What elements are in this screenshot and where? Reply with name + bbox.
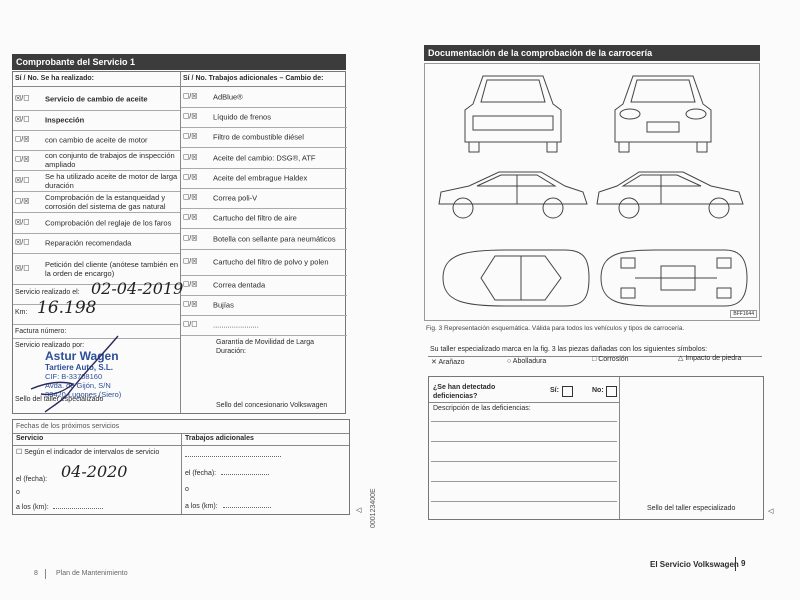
defects-line[interactable] bbox=[431, 441, 617, 442]
next-km-label: a los (km): bbox=[16, 504, 49, 511]
car-left-side-view bbox=[439, 172, 587, 218]
checkbox-pair[interactable]: ☒/☐ bbox=[15, 265, 30, 272]
figure-code: BFF1644 bbox=[730, 310, 757, 318]
list-item: ☐/☒ Comprobación de la estanqueidad y corrosión del sistema de gas natural bbox=[13, 191, 180, 213]
warranty-label: Garantía de Movilidad de Larga Duración: bbox=[216, 339, 315, 355]
legend-item-scratch: ✕ Arañazo bbox=[431, 359, 465, 366]
invoice-label: Factura número: bbox=[15, 328, 67, 335]
checkbox-pair[interactable]: ☐/☒ bbox=[15, 136, 30, 144]
car-rear-view bbox=[465, 76, 561, 152]
list-item: ☒/☐ Reparación recomendada bbox=[13, 233, 180, 254]
extra-km-label: a los (km): bbox=[185, 503, 218, 510]
checkbox-pair[interactable]: ☐/☒ bbox=[183, 301, 198, 309]
list-item: ☐/☐ ...................... bbox=[181, 315, 347, 336]
dealer-seal-label: Sello del concesionario Volkswagen bbox=[216, 402, 328, 409]
defects-line[interactable] bbox=[431, 501, 617, 502]
yes-label: Sí: bbox=[550, 387, 559, 394]
list-item: ☐/☒ Correa dentada bbox=[181, 275, 347, 296]
next-col2-header: Trabajos adicionales bbox=[185, 435, 254, 442]
interval-indicator-checkbox[interactable]: ☐ Según el indicador de intervalos de servicio bbox=[16, 449, 160, 456]
continue-arrow-right: ◁ bbox=[768, 508, 774, 515]
checkbox-pair[interactable]: ☐/☐ bbox=[183, 321, 198, 329]
vehicle-diagram-box bbox=[424, 63, 760, 321]
col1-header: Sí / No. Se ha realizado: bbox=[15, 75, 94, 82]
list-item: ☐/☒ Filtro de combustible diésel bbox=[181, 127, 347, 148]
or-label: o bbox=[16, 489, 20, 496]
left-page-title: Comprobante del Servicio 1 bbox=[12, 54, 346, 70]
legend-item-corrosion: □ Corrosión bbox=[592, 356, 629, 363]
vehicle-diagram[interactable] bbox=[425, 64, 759, 320]
next-date-label: el (fecha): bbox=[16, 476, 48, 483]
list-item: ☐/☒ Cartucho del filtro de aire bbox=[181, 208, 347, 229]
list-item: ☒/☐ Comprobación del reglaje de los faros bbox=[13, 212, 180, 234]
no-checkbox[interactable] bbox=[606, 386, 617, 397]
col2-header: Sí / No. Trabajos adicionales – Cambio de: bbox=[183, 75, 324, 82]
checkbox-pair[interactable]: ☐/☒ bbox=[183, 281, 198, 289]
checkbox-pair[interactable]: ☒/☐ bbox=[15, 95, 30, 102]
right-page-title: Documentación de la comprobación de la carrocería bbox=[424, 45, 760, 61]
checkbox-pair[interactable]: ☐/☒ bbox=[183, 93, 198, 101]
defects-description-label: Descripción de las deficiencias: bbox=[433, 405, 531, 412]
checkbox-pair[interactable]: ☐/☒ bbox=[183, 133, 198, 141]
car-top-view bbox=[443, 250, 589, 306]
list-item: ☒/☐ Servicio de cambio de aceite bbox=[13, 87, 180, 111]
checkbox-pair[interactable]: ☐/☒ bbox=[15, 198, 30, 205]
list-item: ☐/☒ Aceite del embrague Haldex bbox=[181, 168, 347, 189]
no-label: No: bbox=[592, 387, 604, 394]
checkbox-pair[interactable]: ☐/☒ bbox=[15, 156, 30, 164]
next-services-table bbox=[12, 419, 350, 515]
list-item: ☒/☐ Petición del cliente (anótese también en la orden de encargo) bbox=[13, 253, 180, 285]
next-services-title: Fechas de los próximos servicios bbox=[16, 423, 120, 430]
list-item: ☒/☐ Inspección bbox=[13, 110, 180, 131]
checkbox-pair[interactable]: ☐/☒ bbox=[183, 214, 198, 222]
list-item: ☐/☒ Botella con sellante para neumáticos bbox=[181, 228, 347, 250]
right-page-number: 9 bbox=[741, 559, 746, 568]
right-footer-title: El Servicio Volkswagen bbox=[650, 560, 739, 569]
service-date-label: Servicio realizado el: bbox=[15, 289, 80, 296]
checkbox-pair[interactable]: ☐/☒ bbox=[183, 154, 198, 161]
col1-list bbox=[13, 87, 180, 284]
figure-caption: Fig. 3 Representación esquemática. Válida para todos los vehículos y tipos de carrocería. bbox=[426, 325, 685, 332]
list-item: ☐/☒ Líquido de frenos bbox=[181, 107, 347, 128]
left-footer-title: Plan de Mantenimiento bbox=[56, 570, 128, 577]
defects-line[interactable] bbox=[431, 481, 617, 482]
car-underbody-view bbox=[601, 250, 747, 306]
list-item: ☐/☒ Cartucho del filtro de polvo y polen bbox=[181, 249, 347, 276]
km-label: Km: bbox=[15, 309, 28, 316]
legend-intro: Su taller especializado marca en la fig. 3 las piezas dañadas con los siguientes símbolos: bbox=[430, 346, 708, 353]
checkbox-pair[interactable]: ☐/☒ bbox=[183, 113, 198, 121]
list-item: ☐/☒ AdBlue® bbox=[181, 87, 347, 108]
continue-arrow-left: ◁ bbox=[356, 507, 362, 514]
performed-by-label: Servicio realizado por: bbox=[15, 342, 85, 349]
extra-or-label: o bbox=[185, 486, 189, 493]
next-date-value[interactable]: 04-2020 bbox=[61, 462, 128, 481]
workshop-stamp: Astur Wagen Tartiere Auto, S.L. CIF: B-33708160 Avda. de Gijón, S/N 33420 Lugones (Siero) bbox=[45, 349, 122, 399]
left-page-number: 8 bbox=[34, 570, 38, 577]
list-item: ☐/☒ con conjunto de trabajos de inspección ampliado bbox=[13, 150, 180, 171]
yes-checkbox[interactable] bbox=[562, 386, 573, 397]
checkbox-pair[interactable]: ☐/☒ bbox=[183, 258, 198, 266]
workshop-seal-label: Sello del taller especializado bbox=[15, 396, 104, 403]
checkbox-pair[interactable]: ☐/☒ bbox=[183, 194, 198, 202]
checkbox-pair[interactable]: ☐/☒ bbox=[183, 174, 198, 182]
checkbox-pair[interactable]: ☒/☐ bbox=[15, 239, 30, 247]
car-right-side-view bbox=[597, 172, 743, 218]
col2-list bbox=[181, 87, 347, 345]
service-date-value[interactable]: 02-04-2019 bbox=[91, 279, 184, 298]
legend-item-stone-chip: △ Impacto de piedra bbox=[678, 355, 742, 362]
side-code: 000123400E bbox=[370, 488, 377, 528]
checkbox-pair[interactable]: ☒/☐ bbox=[15, 219, 30, 226]
defects-line[interactable] bbox=[431, 421, 617, 422]
checkbox-pair[interactable]: ☒/☐ bbox=[15, 116, 30, 124]
legend-item-dent: ○ Abolladura bbox=[507, 358, 547, 365]
next-col1-header: Servicio bbox=[16, 435, 44, 442]
list-item: ☐/☒ con cambio de aceite de motor bbox=[13, 130, 180, 151]
list-item: ☐/☒ Bujías bbox=[181, 295, 347, 316]
defects-question: ¿Se han detectado deficiencias? bbox=[433, 384, 496, 400]
extra-date-label: el (fecha): bbox=[185, 470, 217, 477]
list-item: ☒/☐ Se ha utilizado aceite de motor de larga duración bbox=[13, 170, 180, 192]
checkbox-pair[interactable]: ☒/☐ bbox=[15, 177, 30, 184]
km-value[interactable]: 16.198 bbox=[37, 298, 97, 318]
defects-line[interactable] bbox=[431, 461, 617, 462]
right-workshop-seal-label: Sello del taller especializado bbox=[647, 505, 736, 512]
checkbox-pair[interactable]: ☐/☒ bbox=[183, 235, 198, 242]
service-record-table bbox=[12, 71, 346, 414]
list-item: ☐/☒ Aceite del cambio: DSG®, ATF bbox=[181, 147, 347, 169]
deficiencies-table bbox=[428, 376, 764, 520]
car-front-view bbox=[615, 76, 711, 152]
list-item: ☐/☒ Correa poli-V bbox=[181, 188, 347, 209]
